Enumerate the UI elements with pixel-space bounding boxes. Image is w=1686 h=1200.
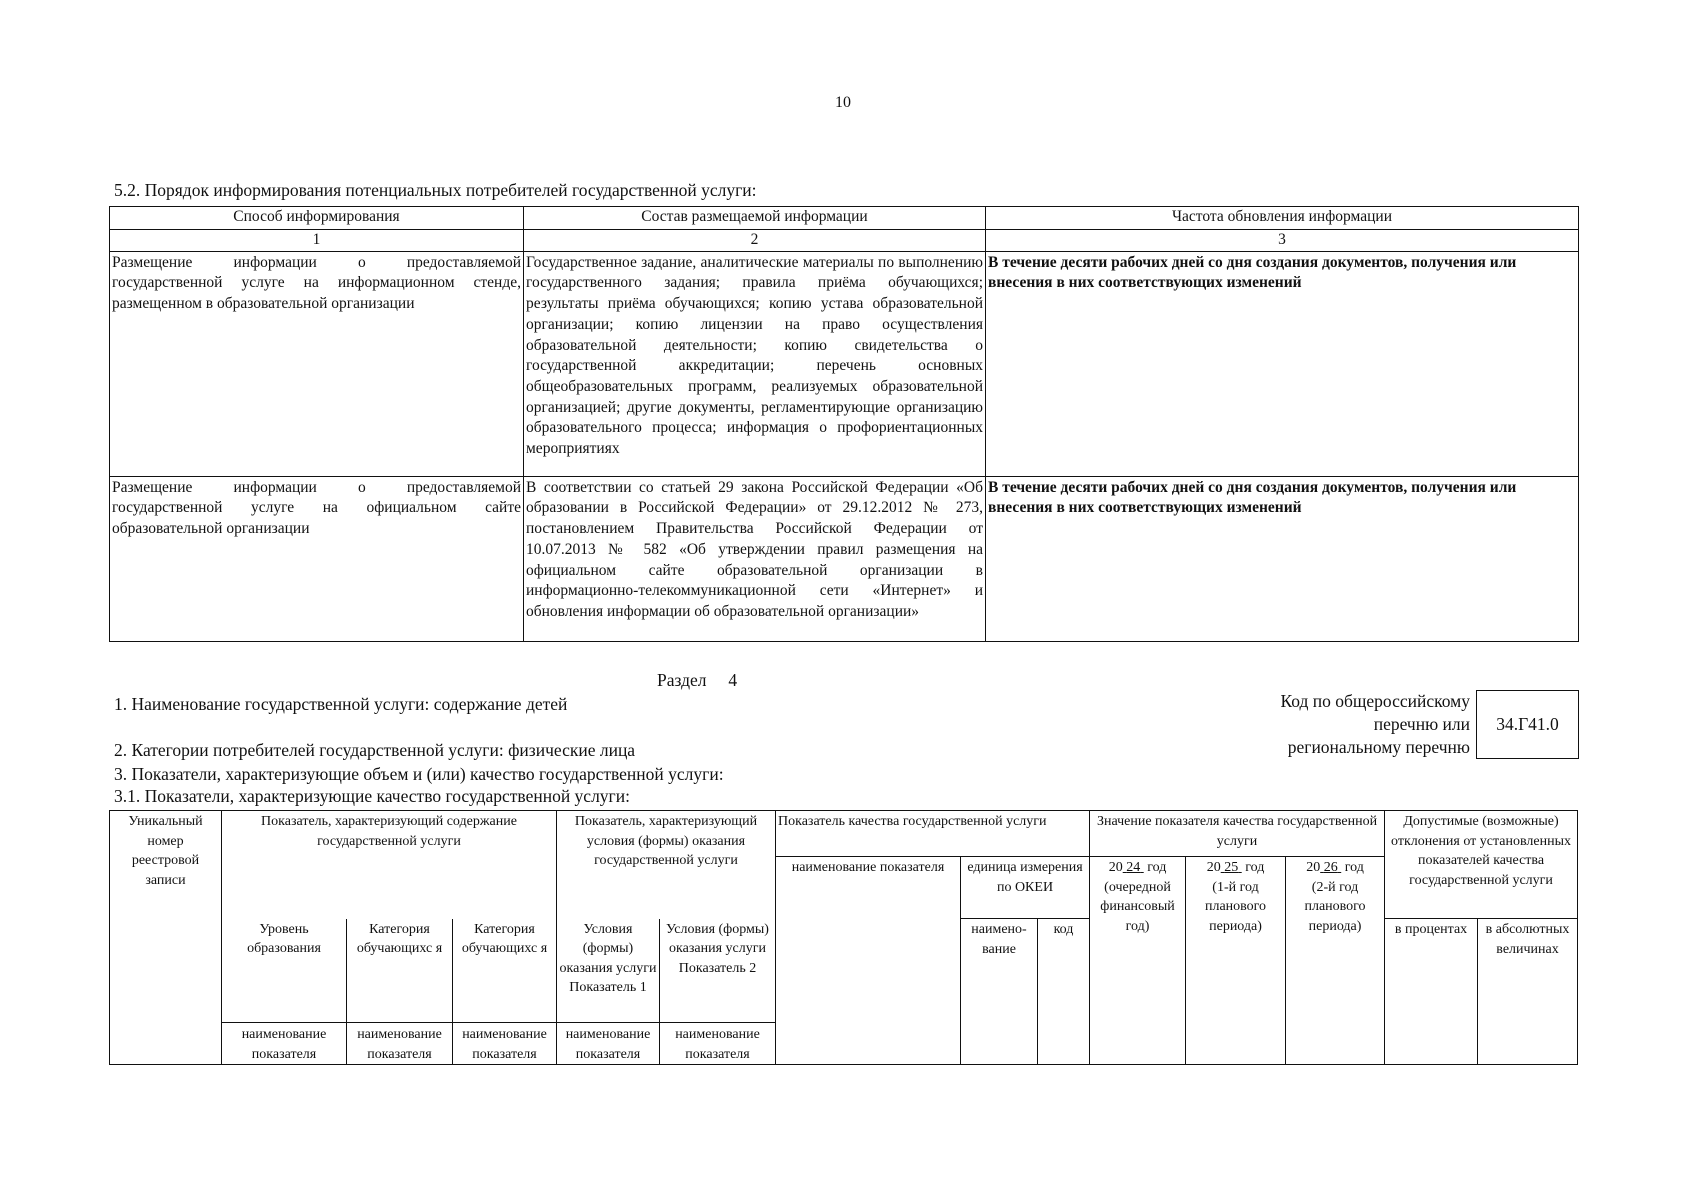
column-title: Условия (формы) оказания услуги Показатель 1 <box>559 921 657 995</box>
unit-header: единица измерения по ОКЕИ <box>961 857 1090 919</box>
column-subtitle: наименование показателя <box>222 1022 346 1064</box>
year-suffix: год <box>1344 860 1364 875</box>
indicator-name-header: наименование показателя <box>776 857 961 1065</box>
code-label-line: Код по общероссийскому <box>1280 691 1470 711</box>
row-method: Размещение информации о предоставляемой государственной услуге на официальном сайте образовательной организации <box>110 476 524 641</box>
table-row <box>110 476 1579 641</box>
deviations-header: Допустимые (возможные) отклонения от установленных показателей качества государственной услуги <box>1385 811 1578 919</box>
information-table <box>109 206 1579 642</box>
year-prefix: 20 <box>1206 860 1221 875</box>
indicators-title: 3. Показатели, характеризующие объем и (или) качество государственной услуги: <box>114 764 724 784</box>
column-subtitle: наименование показателя <box>347 1022 452 1064</box>
column-subtitle: наименование показателя <box>660 1022 775 1064</box>
column-number: 1 <box>110 230 524 252</box>
section-number: 4 <box>728 670 738 690</box>
code-label-line: перечню или <box>1373 714 1470 734</box>
code-label-line: региональному перечню <box>1287 737 1470 757</box>
column-title: Уровень образования <box>247 921 321 956</box>
page-number: 10 <box>835 94 851 111</box>
section-label <box>657 670 737 691</box>
column-title: Категория обучающихс я <box>461 921 548 956</box>
category-2-header <box>453 919 557 1065</box>
header-frequency: Частота обновления информации <box>986 207 1579 230</box>
consumer-categories: 2. Категории потребителей государственной услуги: физические лица <box>114 740 636 760</box>
table-row <box>110 251 1579 476</box>
row-frequency: В течение десяти рабочих дней со дня создания документов, получения или внесения в них соответствующих изменений <box>986 476 1579 641</box>
unit-code-header: код <box>1038 919 1090 1065</box>
column-title: Категория обучающихс я <box>356 921 443 956</box>
row-content: В соответствии со статьей 29 закона Российской Федерации «Об образовании в Российской Федерации» от 29.12.2012 № 273, постановлением Правительства Российской Федерации от 10.07.2013 № 582 «Об утверждении правил размещения на официальном сайте образовательной организации в информационно-телекоммуникационной сети «Интернет» и обновления информации об образовательной организации» <box>524 476 986 641</box>
column-number: 3 <box>986 230 1579 252</box>
condition-2-header <box>660 919 776 1065</box>
quality-indicators-table <box>109 810 1578 1065</box>
year-prefix: 20 <box>1306 860 1321 875</box>
registry-code-value: 34.Г41.0 <box>1496 714 1559 734</box>
year-suffix: год <box>1147 860 1167 875</box>
year-prefix: 20 <box>1108 860 1123 875</box>
section-52-title: 5.2. Порядок информирования потенциальных потребителей государственной услуги: <box>114 180 757 200</box>
registry-code-label <box>1180 690 1470 759</box>
unit-name-header: наимено-вание <box>961 919 1038 1065</box>
year-3-header <box>1286 857 1385 1065</box>
category-1-header <box>347 919 453 1065</box>
year-value: 25 <box>1224 860 1239 875</box>
row-method: Размещение информации о предоставляемой государственной услуге на информационном стенде, размещенном в образовательной организации <box>110 251 524 476</box>
year-note: (очередной финансовый год) <box>1100 879 1175 934</box>
content-indicator-header: Показатель, характеризующий содержание государственной услуги <box>222 811 557 919</box>
year-suffix: год <box>1245 860 1265 875</box>
conditions-indicator-header: Показатель, характеризующий условия (формы) оказания государственной услуги <box>557 811 776 919</box>
column-title: Условия (формы) оказания услуги Показатель 2 <box>666 921 769 976</box>
column-number: 2 <box>524 230 986 252</box>
year-2-header <box>1186 857 1286 1065</box>
row-frequency: В течение десяти рабочих дней со дня создания документов, получения или внесения в них соответствующих изменений <box>986 251 1579 476</box>
column-subtitle: наименование показателя <box>557 1022 659 1064</box>
registry-code-box <box>1476 690 1579 759</box>
condition-1-header <box>557 919 660 1065</box>
service-name: 1. Наименование государственной услуги: содержание детей <box>114 694 568 714</box>
quality-indicator-header: Показатель качества государственной услуги <box>776 811 1090 857</box>
year-note: (1-й год планового периода) <box>1204 879 1267 934</box>
year-value: 26 <box>1323 860 1338 875</box>
header-method: Способ информирования <box>110 207 524 230</box>
year-1-header <box>1090 857 1186 1065</box>
row-content: Государственное задание, аналитические материалы по выполнению государственного задания; правила приёма обучающихся; результаты приёма обучающихся; копию устава образовательной организации; копию лицензии на право осуществления образовательной деятельности; копию свидетельства о государственной аккредитации; перечень основных общеобразовательных программ, реализуемых образовательной организацией; другие документы, регламентирующие организацию образовательного процесса; информация о профориентационных мероприятиях <box>524 251 986 476</box>
unique-number-header: Уникальный номер реестровой записи <box>110 811 222 1065</box>
level-header <box>222 919 347 1065</box>
quality-value-header: Значение показателя качества государственной услуги <box>1090 811 1385 857</box>
year-note: (2-й год планового периода) <box>1304 879 1366 934</box>
header-content: Состав размещаемой информации <box>524 207 986 230</box>
section-label-text: Раздел <box>657 670 707 690</box>
in-absolute-header: в абсолютных величинах <box>1478 919 1578 1065</box>
quality-indicators-title: 3.1. Показатели, характеризующие качество государственной услуги: <box>114 786 630 806</box>
column-subtitle: наименование показателя <box>453 1022 556 1064</box>
year-value: 24 <box>1126 860 1141 875</box>
in-percent-header: в процентах <box>1385 919 1478 1065</box>
